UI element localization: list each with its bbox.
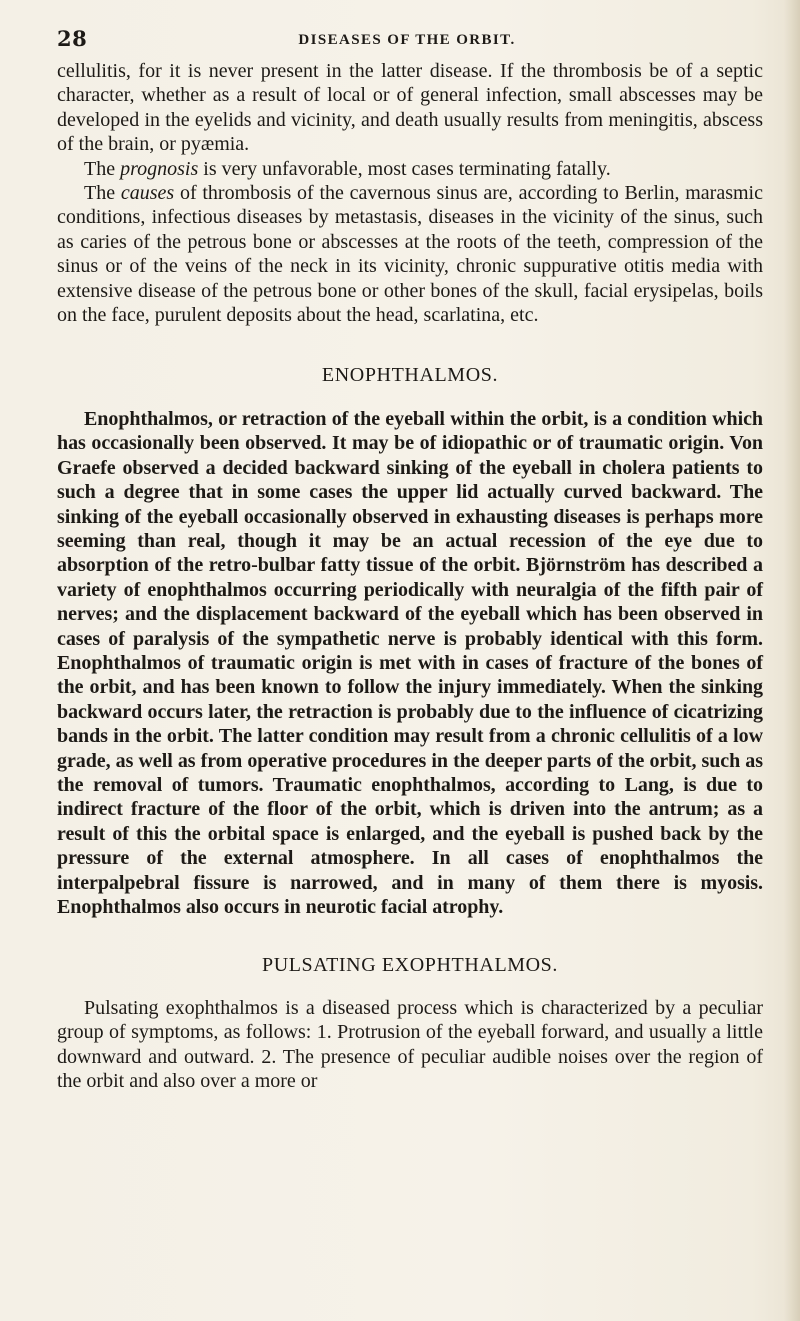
paragraph-pulsating-exophthalmos: Pulsating exophthalmos is a diseased process which is characterized by a peculiar group of symptoms, as follows: 1. Protrusion of the eyeball forward, and usually a little downward and outward. 2. The presence of peculiar audible noises over the region of the orbit and also over a more or <box>57 996 763 1093</box>
section-heading-enophthalmos: ENOPHTHALMOS. <box>321 364 499 387</box>
page-number: 28 <box>57 26 88 51</box>
emphasis-prognosis: prognosis <box>120 157 199 180</box>
running-head: DISEASES OF THE ORBIT. <box>298 32 516 48</box>
text-run: The <box>84 157 121 180</box>
paragraph-prognosis <box>57 157 763 181</box>
paragraph-enophthalmos: Enophthalmos, or retraction of the eyeball within the orbit, is a condition which has occasionally been observed. It may be of idiopathic or of traumatic origin. Von Graefe observed a decided backward sinking of the eyeball in cholera patients to such a degree that in some cases the upper lid actually curved backward. The sinking of the eyeball occasionally observed in exhausting diseases is perhaps more seeming than real, though it may be an actual recession of the eye due to absorption of the retro-bulbar fatty tissue of the orbit. Björnström has described a variety of enophthalmos occurring periodically with neuralgia of the fifth pair of nerves; and the displacement backward of the eyeball which has been observed in cases of paralysis of the sympathetic nerve is probably identical with this form. Enophthalmos of traumatic origin is met with in cases of fracture of the bones of the orbit, and has been known to follow the injury immediately. When the sinking backward occurs later, the retraction is probably due to the influence of cicatrizing bands in the orbit. The latter condition may result from a chronic cellulitis of a low grade, as well as from operative procedures in the deeper parts of the orbit, such as the removal of tumors. Traumatic enophthalmos, according to Lang, is due to indirect fracture of the floor of the orbit, which is driven into the antrum; as a result of this the orbital space is enlarged, and the eyeball is pushed back by the pressure of the external atmosphere. In all cases of enophthalmos the interpalpebral fissure is narrowed, and in many of them there is myosis. Enophthalmos also occurs in neurotic facial atrophy. <box>57 407 763 918</box>
section-heading-pulsating-exophthalmos: PULSATING EXOPHTHALMOS. <box>261 954 559 977</box>
page-header <box>57 26 757 56</box>
paragraph-continuation: cellulitis, for it is never present in the latter disease. If the thrombosis be of a septic character, whether as a result of local or of general infection, small abscesses may be developed in the eyelids and vicinity, and death usually results from meningitis, abscess of the brain, or pyæmia. <box>57 60 763 156</box>
page-edge-shadow <box>784 0 800 1321</box>
text-run: of thrombosis of the cavernous sinus are, according to Berlin, marasmic conditions, infectious diseases by metastasis, diseases in the vicinity of the sinus, such as caries of the petrous bone or abscesses at the roots of the teeth, compression of the sinus or of the veins of the neck in its vicinity, chronic suppurative otitis media with extensive disease of the petrous bone or other bones of the skull, facial erysipelas, boils on the face, purulent deposits about the head, scarlatina, etc. <box>57 182 763 327</box>
paragraph-causes <box>57 181 763 327</box>
page-body <box>57 59 763 1093</box>
text-run: is very unfavorable, most cases terminating fatally. <box>198 157 611 180</box>
text-run: The <box>84 182 121 205</box>
emphasis-causes: causes <box>120 182 175 205</box>
